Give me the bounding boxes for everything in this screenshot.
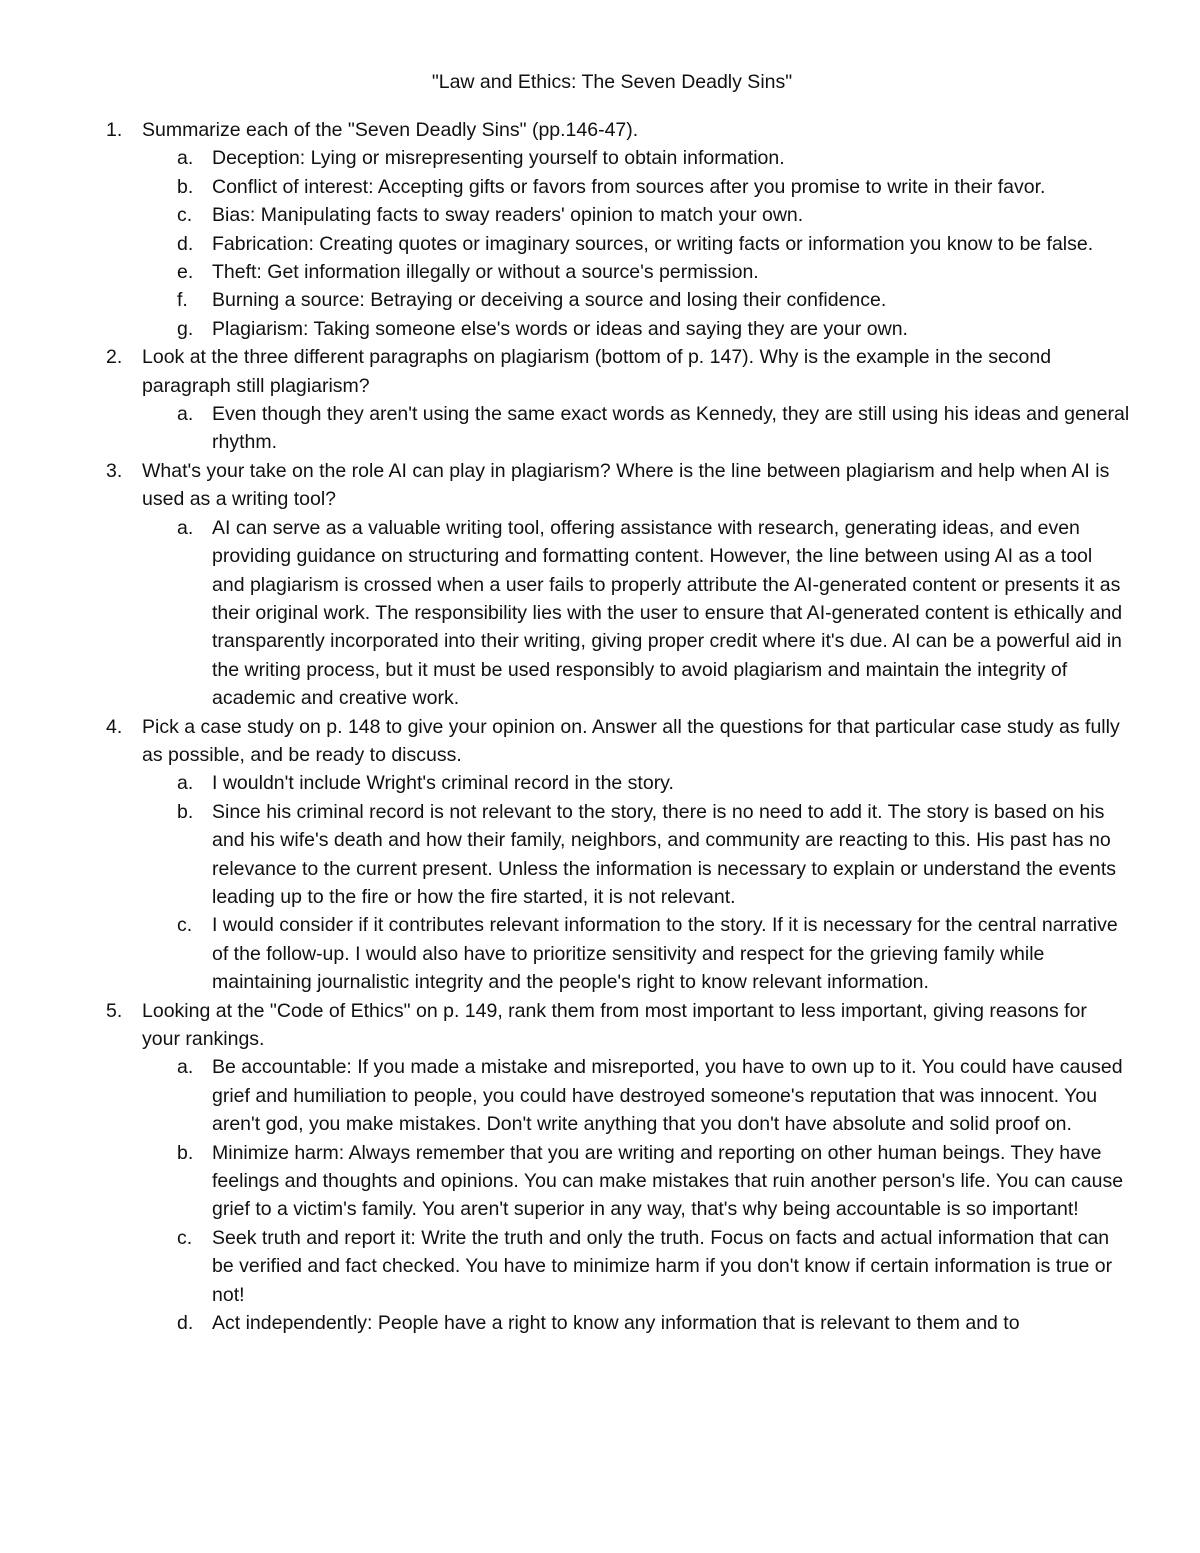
answer-list [142, 144, 1130, 343]
answer-list [142, 514, 1130, 713]
answer-list [142, 769, 1130, 996]
answer-item [142, 911, 1130, 996]
answer-text: Even though they aren't using the same exact words as Kennedy, they are still using his ideas and general rhythm. [212, 403, 1130, 454]
answer-letter: c. [177, 914, 193, 937]
answer-letter: d. [177, 232, 194, 255]
answer-text: Since his criminal record is not relevant to the story, there is no need to add it. The story is based on his and his wife's death and how their family, neighbors, and community are reacting to this. His past has no relevance to the current present. Unless the information is necessary to explain or understand the events leading up to the fire or how the fire started, it is not relevant. [212, 800, 1116, 908]
question-item [106, 457, 1130, 713]
answer-item [142, 201, 1130, 229]
answer-text: Fabrication: Creating quotes or imaginary sources, or writing facts or information you know to be false. [212, 232, 1094, 255]
answer-text: Bias: Manipulating facts to sway readers' opinion to match your own. [212, 204, 804, 227]
answer-letter: b. [177, 175, 194, 198]
question-item [106, 997, 1130, 1338]
answer-letter: a. [177, 1056, 194, 1079]
answer-letter: b. [177, 1141, 194, 1164]
answer-letter: a. [177, 516, 194, 539]
question-item [106, 116, 1130, 343]
answer-text: AI can serve as a valuable writing tool, offering assistance with research, generating ideas, and even providing guidance on structuring and formatting content. However, the line between using AI as a tool and plagiarism is crossed when a user fails to properly attribute the AI-generated content or presents it as their original work. The responsibility lies with the user to ensure that AI-generated content is ethically and transparently incorporated into their writing, giving proper credit where it's due. AI can be a powerful aid in the writing process, but it must be used responsibly to avoid plagiarism and maintain the integrity of academic and creative work. [212, 516, 1123, 710]
answer-list [142, 1053, 1130, 1337]
answer-item [142, 144, 1130, 172]
answer-letter: e. [177, 261, 194, 284]
answer-text: Deception: Lying or misrepresenting yourself to obtain information. [212, 147, 785, 170]
answer-list [142, 400, 1130, 457]
answer-text: Plagiarism: Taking someone else's words or ideas and saying they are your own. [212, 317, 908, 340]
question-item [106, 343, 1130, 457]
answer-item [142, 798, 1130, 912]
answer-item [142, 769, 1130, 797]
answer-text: Be accountable: If you made a mistake and misreported, you have to own up to it. You could have caused grief and humiliation to people, you could have destroyed someone's reputation that was innocent. You aren't god, you make mistakes. Don't write anything that you don't have absolute and solid proof on. [212, 1056, 1123, 1136]
answer-text: I wouldn't include Wright's criminal record in the story. [212, 772, 674, 795]
answer-item [142, 286, 1130, 314]
answer-letter: f. [177, 289, 188, 312]
question-number: 3. [106, 459, 123, 482]
answer-item [142, 514, 1130, 713]
question-number: 5. [106, 999, 123, 1022]
question-number: 1. [106, 119, 123, 141]
answer-text: Conflict of interest: Accepting gifts or favors from sources after you promise to write in their favor. [212, 175, 1046, 198]
answer-item [142, 258, 1130, 286]
question-text: Look at the three different paragraphs on plagiarism (bottom of p. 147). Why is the example in the second paragraph still plagiarism? [142, 346, 1052, 397]
answer-letter: c. [177, 1226, 193, 1249]
answer-item [142, 315, 1130, 343]
answer-text: Seek truth and report it: Write the truth and only the truth. Focus on facts and actual information that can be verified and fact checked. You have to minimize harm if you don't know if certain information is true or not! [212, 1226, 1113, 1306]
answer-text: I would consider if it contributes relevant information to the story. If it is necessary for the central narrative of the follow-up. I would also have to prioritize sensitivity and respect for the grieving family while maintaining journalistic integrity and the people's right to know relevant information. [212, 914, 1118, 994]
question-text: Pick a case study on p. 148 to give your opinion on. Answer all the questions for that particular case study as fully as possible, and be ready to discuss. [142, 715, 1120, 766]
question-number: 2. [106, 346, 123, 369]
answer-item [142, 1309, 1130, 1337]
answer-text: Act independently: People have a right to know any information that is relevant to them and to [212, 1312, 1020, 1335]
answer-text: Minimize harm: Always remember that you are writing and reporting on other human beings. They have feelings and thoughts and opinions. You can make mistakes that ruin another person's life. You can cause grief to a victim's family. You aren't superior in any way, that's why being accountable is so important! [212, 1141, 1124, 1221]
answer-letter: a. [177, 772, 194, 795]
question-text: Summarize each of the "Seven Deadly Sins" (pp.146-47). [142, 119, 639, 141]
question-text: Looking at the "Code of Ethics" on p. 149, rank them from most important to less important, giving reasons for your rankings. [142, 999, 1087, 1050]
answer-item [142, 1224, 1130, 1309]
answer-letter: a. [177, 403, 194, 426]
answer-letter: a. [177, 147, 194, 170]
answer-item [142, 1139, 1130, 1224]
answer-text: Theft: Get information illegally or without a source's permission. [212, 261, 759, 284]
answer-letter: b. [177, 800, 194, 823]
document-title: "Law and Ethics: The Seven Deadly Sins" [431, 71, 793, 93]
answer-letter: c. [177, 204, 193, 227]
answer-letter: d. [177, 1312, 194, 1335]
question-item [106, 713, 1130, 997]
answer-item [142, 400, 1130, 457]
answer-item [142, 173, 1130, 201]
answer-letter: g. [177, 317, 194, 340]
question-text: What's your take on the role AI can play in plagiarism? Where is the line between plagiarism and help when AI is used as a writing tool? [142, 459, 1110, 511]
answer-item [142, 1053, 1130, 1138]
question-number: 4. [106, 715, 123, 738]
answer-text: Burning a source: Betraying or deceiving a source and losing their confidence. [212, 289, 887, 312]
answer-item [142, 230, 1130, 258]
question-list [106, 116, 1130, 1337]
